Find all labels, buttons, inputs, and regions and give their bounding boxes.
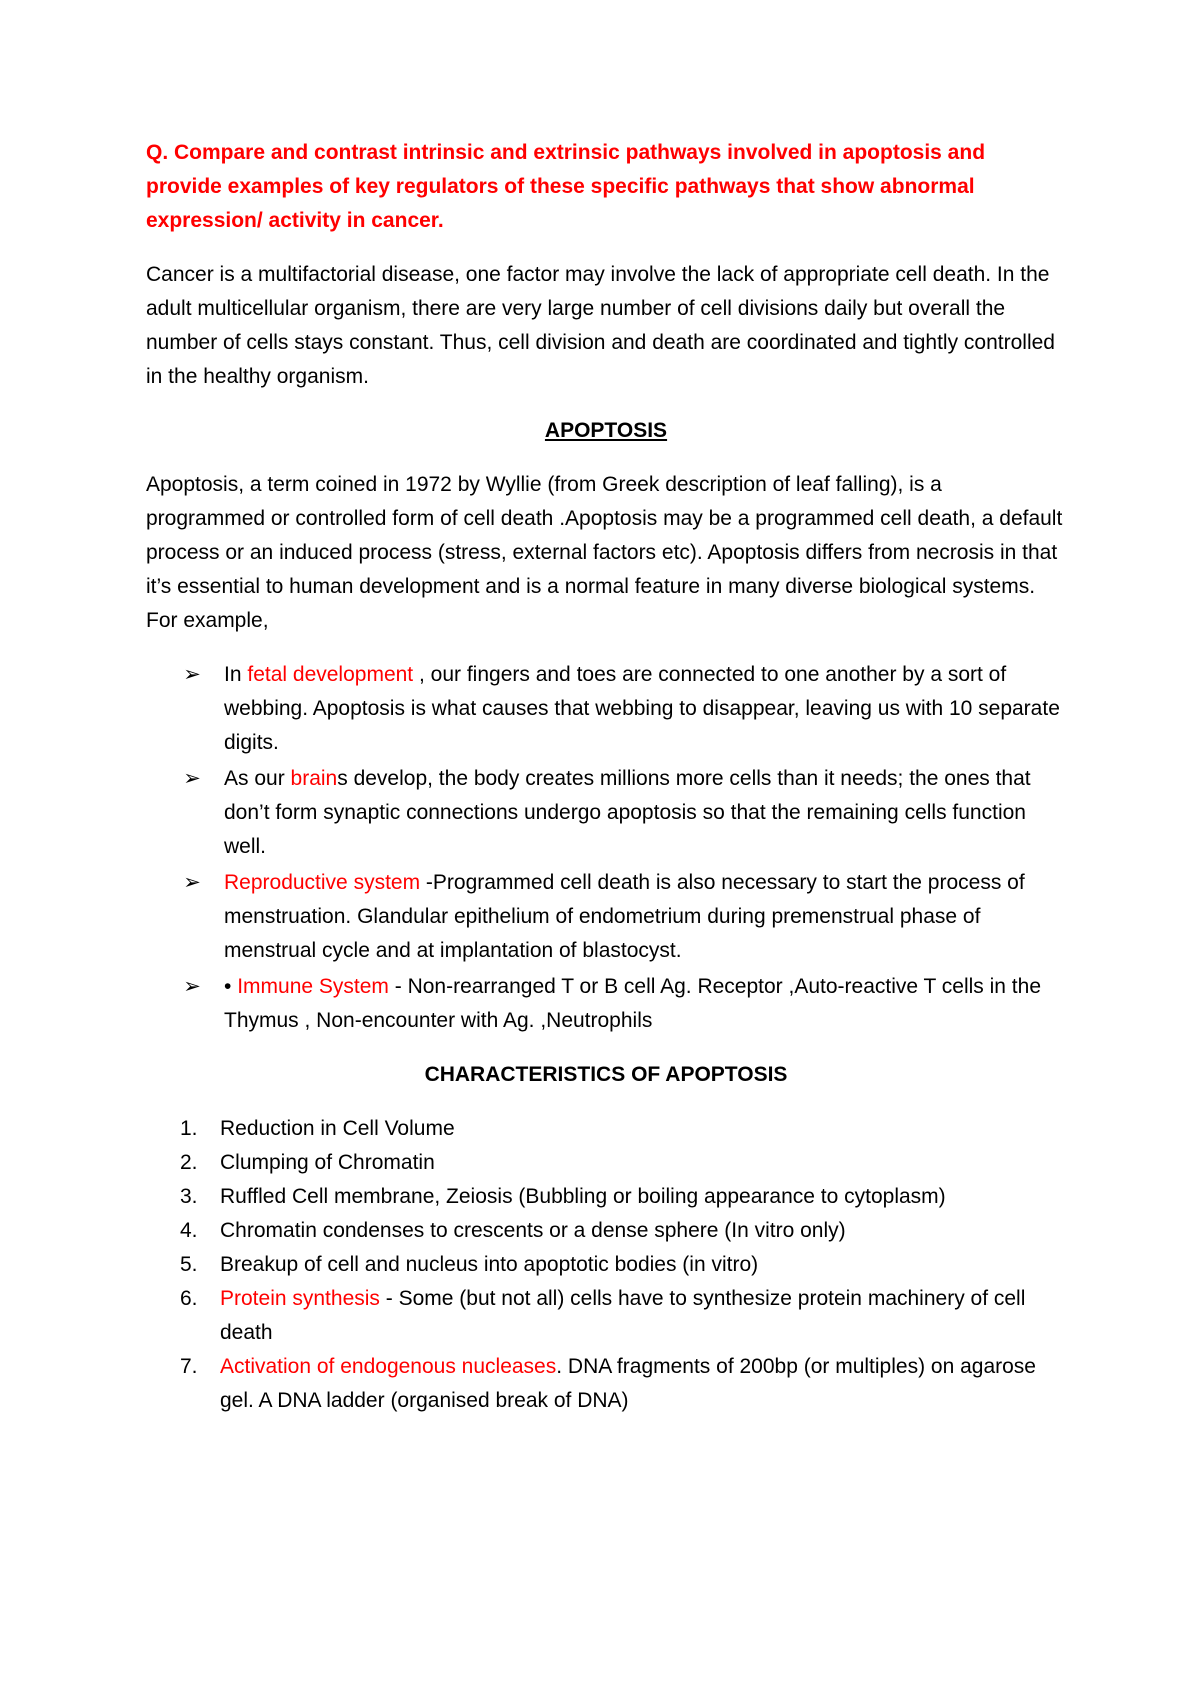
highlight-term: brain: [290, 767, 338, 790]
list-number: 7.: [180, 1355, 198, 1378]
list-item: 3. Ruffled Cell membrane, Zeiosis (Bubbling or boiling appearance to cytoplasm): [220, 1180, 1066, 1214]
highlight-term: Immune System: [237, 975, 389, 998]
question-text: Q. Compare and contrast intrinsic and extrinsic pathways involved in apoptosis and provide examples of key regulators of these specific pathways that show abnormal expression/ activity in cancer.: [146, 141, 986, 232]
list-item: 6. Protein synthesis - Some (but not all) cells have to synthesize protein machinery of cell death: [220, 1282, 1066, 1350]
list-number: 4.: [180, 1219, 198, 1242]
list-number: 3.: [180, 1185, 198, 1208]
list-item: 1. Reduction in Cell Volume: [220, 1112, 1066, 1146]
examples-list: [146, 658, 1066, 1038]
list-item: ➢ Reproductive system -Programmed cell death is also necessary to start the process of menstruation. Glandular epithelium of endometrium during premenstrual phase of menstrual cycle and at implantation of blastocyst.: [224, 866, 1066, 968]
list-item: ➢ In fetal development , our fingers and toes are connected to one another by a sort of webbing. Apoptosis is what causes that webbing to disappear, leaving us with 10 separate digits.: [224, 658, 1066, 760]
list-number: 1.: [180, 1117, 198, 1140]
list-item: 4. Chromatin condenses to crescents or a dense sphere (In vitro only): [220, 1214, 1066, 1248]
list-item: 5. Breakup of cell and nucleus into apoptotic bodies (in vitro): [220, 1248, 1066, 1282]
arrow-bullet-icon: ➢: [183, 871, 201, 894]
list-item: 2. Clumping of Chromatin: [220, 1146, 1066, 1180]
list-item: 7. Activation of endogenous nucleases. DNA fragments of 200bp (or multiples) on agarose gel. A DNA ladder (organised break of DNA): [220, 1350, 1066, 1418]
highlight-term: Reproductive system: [224, 871, 421, 894]
list-item: ➢ • Immune System - Non-rearranged T or B cell Ag. Receptor ,Auto-reactive T cells in the Thymus , Non-encounter with Ag. ,Neutrophils: [224, 970, 1066, 1038]
list-number: 5.: [180, 1253, 198, 1276]
arrow-bullet-icon: ➢: [183, 663, 201, 686]
arrow-bullet-icon: ➢: [183, 767, 201, 790]
characteristics-heading: CHARACTERISTICS OF APOPTOSIS: [424, 1063, 788, 1086]
highlight-term: Activation of endogenous nucleases: [220, 1355, 557, 1378]
list-item: ➢ As our brains develop, the body creates millions more cells than it needs; the ones that don’t form synaptic connections undergo apoptosis so that the remaining cells function well.: [224, 762, 1066, 864]
highlight-term: fetal development: [247, 663, 414, 686]
intro-paragraph: Cancer is a multifactorial disease, one factor may involve the lack of appropriate cell death. In the adult multicellular organism, there are very large number of cell divisions daily but overall the number of cells stays constant. Thus, cell division and death are coordinated and tightly controlled in the healthy organism.: [146, 263, 1055, 388]
arrow-bullet-icon: ➢: [183, 975, 201, 998]
apoptosis-paragraph: Apoptosis, a term coined in 1972 by Wyllie (from Greek description of leaf falling), is a programmed or controlled form of cell death .Apoptosis may be a programmed cell death, a default process or an induced process (stress, external factors etc). Apoptosis differs from necrosis in that it’s essential to human development and is a normal feature in many diverse biological systems. For example,: [146, 473, 1063, 632]
document-page: [146, 136, 1066, 1418]
highlight-term: Protein synthesis: [220, 1287, 380, 1310]
characteristics-list: [146, 1112, 1066, 1418]
list-number: 6.: [180, 1287, 198, 1310]
apoptosis-heading: APOPTOSIS: [544, 419, 668, 442]
list-number: 2.: [180, 1151, 198, 1174]
